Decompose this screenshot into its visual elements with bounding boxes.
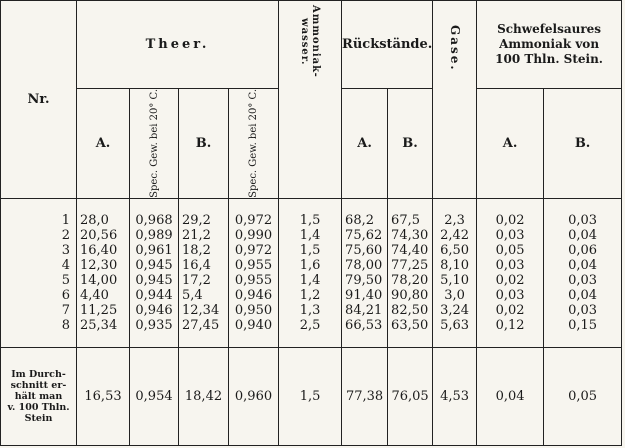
table-cell: 91,40 (345, 288, 383, 304)
table-cell: 78,00 (345, 258, 383, 274)
table-cell: 0,02 (495, 273, 525, 289)
col-theer-a (77, 199, 130, 347)
table-cell: 0,961 (135, 243, 173, 259)
table-cell: 79,50 (345, 273, 383, 289)
header-schwefelsaures: Schwefelsaures Ammoniak von 100 Thln. Stein. (477, 1, 622, 89)
table-cell: 18,2 (182, 243, 211, 259)
avg-theer-spec-b: 0,960 (229, 347, 279, 445)
header-theer: Theer. (77, 1, 279, 89)
subheader-schw-b: B. (544, 89, 622, 199)
col-schw-b (544, 199, 622, 347)
table-cell: 2,42 (440, 228, 470, 244)
table-cell: 0,989 (135, 228, 173, 244)
table-cell: 0,968 (135, 213, 173, 229)
table-cell: 0,15 (568, 318, 598, 334)
table-cell: 74,30 (391, 228, 429, 244)
average-row (1, 347, 622, 445)
table-cell: 0,04 (568, 288, 598, 304)
avg-rueck-b: 76,05 (388, 347, 433, 445)
table-cell: 3 (61, 243, 70, 259)
subheader-theer-a: A. (77, 89, 130, 199)
subheader-theer-spec-b: Spec. Gew. bei 20° C. (229, 89, 279, 199)
table-cell: 5,63 (440, 318, 470, 334)
table-cell: 27,45 (182, 318, 220, 334)
table-cell: 3,24 (440, 303, 470, 319)
table-cell: 1,5 (299, 213, 321, 229)
subheader-schw-a: A. (477, 89, 544, 199)
table-cell: 0,02 (495, 303, 525, 319)
table-cell: 84,21 (345, 303, 383, 319)
table-cell: 11,25 (80, 303, 118, 319)
table-cell: 82,50 (391, 303, 429, 319)
table-cell: 6,50 (440, 243, 470, 259)
subheader-rueck-a: A. (342, 89, 388, 199)
table-cell: 0,945 (135, 258, 173, 274)
table-cell: 12,30 (80, 258, 118, 274)
subheader-theer-b: B. (179, 89, 229, 199)
table-cell: 67,5 (391, 213, 420, 229)
table-cell: 0,990 (234, 228, 273, 244)
table-cell: 29,2 (182, 213, 211, 229)
table-cell: 25,34 (80, 318, 118, 334)
table-cell: 0,940 (234, 318, 273, 334)
table-cell: 1,5 (299, 243, 321, 259)
table-cell: 1 (61, 213, 70, 229)
table-cell: 0,935 (135, 318, 173, 334)
col-rueck-b (388, 199, 433, 347)
table-cell: 2,5 (299, 318, 321, 334)
table-cell: 4,40 (80, 288, 109, 304)
table-cell: 12,34 (182, 303, 220, 319)
col-rueck-a (342, 199, 388, 347)
col-theer-spec-a (130, 199, 179, 347)
subheader-rueck-b: B. (388, 89, 433, 199)
table-cell: 3,0 (444, 288, 465, 304)
col-theer-b (179, 199, 229, 347)
col-schw-a (477, 199, 544, 347)
table-cell: 0,955 (234, 258, 273, 274)
table-cell: 0,950 (234, 303, 273, 319)
table-cell: 0,03 (495, 258, 525, 274)
table-cell: 0,03 (568, 273, 598, 289)
header-ammoniakwasser: Ammoniak- wasser. (279, 1, 342, 199)
table-cell: 7 (61, 303, 70, 319)
table-cell: 1,3 (299, 303, 321, 319)
table-cell: 0,972 (234, 213, 273, 229)
avg-schw-a: 0,04 (477, 347, 544, 445)
table-cell: 5 (61, 273, 70, 289)
table-cell: 1,2 (299, 288, 321, 304)
data-row (1, 199, 622, 347)
table-cell: 1,4 (299, 228, 321, 244)
table-cell: 8 (61, 318, 70, 334)
table-cell: 78,20 (391, 273, 429, 289)
table-cell: 2 (61, 228, 70, 244)
table-cell: 16,4 (182, 258, 211, 274)
table-cell: 1,6 (299, 258, 321, 274)
table-cell: 17,2 (182, 273, 211, 289)
table-cell: 0,955 (234, 273, 273, 289)
col-gase (433, 199, 477, 347)
table-cell: 0,06 (568, 243, 598, 259)
table-cell: 0,945 (135, 273, 173, 289)
avg-theer-a: 16,53 (77, 347, 130, 445)
table-cell: 0,946 (135, 303, 173, 319)
table-cell: 0,03 (568, 213, 598, 229)
col-nr (1, 199, 77, 347)
header-rueckstaende: Rückstände. (342, 1, 433, 89)
col-ammoniakwasser (279, 199, 342, 347)
table-cell: 0,03 (495, 288, 525, 304)
table-cell: 5,10 (440, 273, 470, 289)
table-cell: 8,10 (440, 258, 470, 274)
table-cell: 0,972 (234, 243, 273, 259)
avg-schw-b: 0,05 (544, 347, 622, 445)
avg-theer-b: 18,42 (179, 347, 229, 445)
table-cell: 0,04 (568, 258, 598, 274)
table-cell: 16,40 (80, 243, 118, 259)
table-cell: 77,25 (391, 258, 429, 274)
table-cell: 0,946 (234, 288, 273, 304)
table-cell: 14,00 (80, 273, 118, 289)
table-cell: 5,4 (182, 288, 203, 304)
table-cell: 75,60 (345, 243, 383, 259)
table-cell: 0,04 (568, 228, 598, 244)
avg-rueck-a: 77,38 (342, 347, 388, 445)
table-cell: 4 (61, 258, 70, 274)
table-cell: 0,12 (495, 318, 525, 334)
header-row (1, 1, 622, 89)
average-label: Im Durch- schnitt er- hält man v. 100 Thln. Stein (1, 347, 77, 445)
table-cell: 20,56 (80, 228, 118, 244)
subheader-theer-spec-a: Spec. Gew. bei 20° C. (130, 89, 179, 199)
avg-gase: 4,53 (433, 347, 477, 445)
table-cell: 1,4 (299, 273, 321, 289)
avg-theer-spec-a: 0,954 (130, 347, 179, 445)
table-cell: 75,62 (345, 228, 383, 244)
header-gase: Gase. (433, 1, 477, 199)
table-cell: 6 (61, 288, 70, 304)
table-cell: 90,80 (391, 288, 429, 304)
table-cell: 0,05 (495, 243, 525, 259)
table-cell: 21,2 (182, 228, 211, 244)
table-cell: 2,3 (444, 213, 465, 229)
table-cell: 0,03 (568, 303, 598, 319)
table-cell: 0,944 (135, 288, 173, 304)
table-cell: 0,02 (495, 213, 525, 229)
table-cell: 66,53 (345, 318, 383, 334)
table-cell: 0,03 (495, 228, 525, 244)
table-cell: 63,50 (391, 318, 429, 334)
avg-ammoniakwasser: 1,5 (279, 347, 342, 445)
header-nr: Nr. (1, 1, 77, 199)
col-theer-spec-b (229, 199, 279, 347)
table-cell: 28,0 (80, 213, 109, 229)
table-cell: 68,2 (345, 213, 374, 229)
table-cell: 74,40 (391, 243, 429, 259)
